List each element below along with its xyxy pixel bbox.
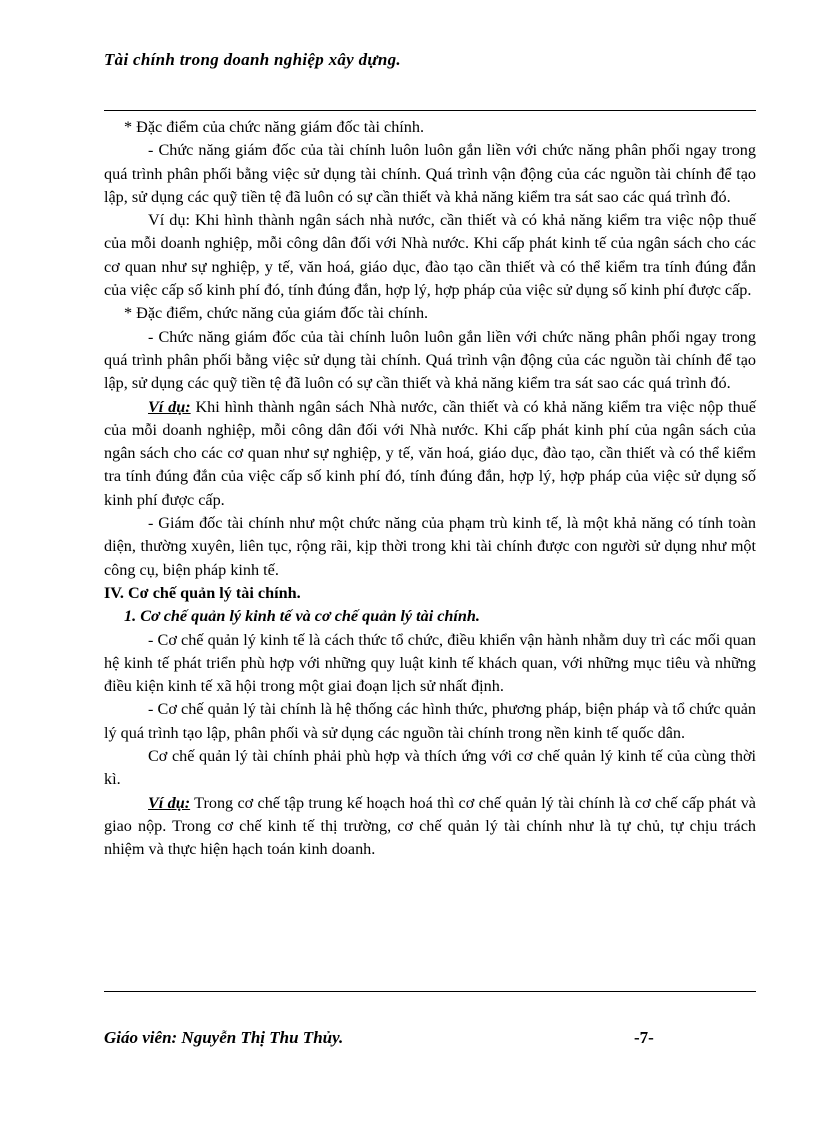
paragraph-10: Cơ chế quản lý tài chính phải phù hợp và thích ứng với cơ chế quản lý kinh tế của cùng thời kì. bbox=[104, 747, 756, 789]
paragraph-9: - Cơ chế quản lý tài chính là hệ thống các hình thức, phương pháp, biện pháp và tổ chức quản lý quá trình tạo lập, phân phối và sử dụng các nguồn tài chính trong nền kinh tế quốc dân. bbox=[104, 700, 756, 742]
page-header-title: Tài chính trong doanh nghiệp xây dựng. bbox=[104, 50, 401, 69]
subsection-heading-1: 1. Cơ chế quản lý kinh tế và cơ chế quản lý tài chính. bbox=[124, 607, 480, 626]
paragraph-5: - Chức năng giám đốc của tài chính luôn luôn gắn liền với chức năng phân phối ngay trong quá trình phân phối bằng việc sử dụng tài chính. Quá trình vận động của các nguồn tài chính để tạo lập, sử dụng các quỹ tiền tệ đã luôn có sự cần thiết và khả năng kiểm tra sát sao các quá trình đó. bbox=[104, 327, 756, 393]
paragraph-6-text: Khi hình thành ngân sách Nhà nước, cần thiết và có khả năng kiểm tra việc nộp thuế của mỗi doanh nghiệp, mỗi công dân đối với Nhà nước. Khi cấp phát kinh phí của ngân sách của ngân sách cho các cơ quan như sự nghiệp, y tế, văn hoá, giáo dục, đào tạo, cần thiết và có thể kiểm tra tính đúng đắn của việc cấp số kinh phí đó, tính đúng đắn, hợp lý, hợp pháp của việc sử dụng số kinh phí được cấp. bbox=[104, 397, 756, 509]
paragraph-6 bbox=[104, 396, 756, 512]
paragraph-2: - Chức năng giám đốc của tài chính luôn luôn gắn liền với chức năng phân phối ngay trong quá trình phân phối bằng việc sử dụng tài chính. Quá trình vận động của các nguồn tài chính để tạo lập, sử dụng các quỹ tiền tệ đã luôn có sự cần thiết và khả năng kiểm tra sát sao các quá trình đó. bbox=[104, 141, 756, 206]
paragraph-11 bbox=[104, 792, 756, 862]
example-label: Ví dụ: bbox=[148, 793, 191, 812]
section-heading-iv: IV. Cơ chế quản lý tài chính. bbox=[104, 583, 301, 602]
footer-divider bbox=[104, 991, 756, 992]
footer-teacher: Giáo viên: Nguyễn Thị Thu Thủy. bbox=[104, 1028, 344, 1047]
paragraph-3: Ví dụ: Khi hình thành ngân sách nhà nước, cần thiết và có khả năng kiểm tra việc nộp thuế của mỗi doanh nghiệp, mỗi công dân đối với Nhà nước. Khi cấp phát kinh tế của ngân sách cho các cơ quan như sự nghiệp, y tế, văn hoá, giáo dục, đào tạo cần thiết và có thể kiểm tra tính đúng đắn của việc cấp số kinh phí đó, tính đúng đắn, hợp lý, hợp pháp của việc sử dụng số kinh phí được cấp. bbox=[104, 211, 756, 300]
paragraph-1: * Đặc điểm của chức năng giám đốc tài chính. bbox=[124, 118, 425, 136]
page-number: -7- bbox=[634, 1028, 654, 1047]
document-body bbox=[104, 116, 756, 862]
paragraph-7: - Giám đốc tài chính như một chức năng của phạm trù kinh tế, là một khả năng có tính toàn diện, thường xuyên, liên tục, rộng rãi, kịp thời trong khi tài chính được con người sử dụng như một công cụ, biện pháp kinh tế. bbox=[104, 514, 756, 579]
header-divider bbox=[104, 110, 756, 111]
paragraph-11-text: Trong cơ chế tập trung kế hoạch hoá thì cơ chế quản lý tài chính là cơ chế cấp phát và giao nộp. Trong cơ chế kinh tế thị trường, cơ chế quản lý tài chính như là tự chủ, tự chịu trách nhiệm và thực hiện hạch toán kinh doanh. bbox=[104, 793, 756, 859]
paragraph-8: - Cơ chế quản lý kinh tế là cách thức tổ chức, điều khiển vận hành nhằm duy trì các mối quan hệ kinh tế phát triển phù hợp với những quy luật kinh tế khách quan, với những mục tiêu và những điều kiện kinh tế xã hội trong một giai đoạn lịch sử nhất định. bbox=[104, 630, 756, 696]
example-label: Ví dụ: bbox=[148, 397, 191, 416]
paragraph-4: * Đặc điểm, chức năng của giám đốc tài chính. bbox=[124, 304, 429, 323]
